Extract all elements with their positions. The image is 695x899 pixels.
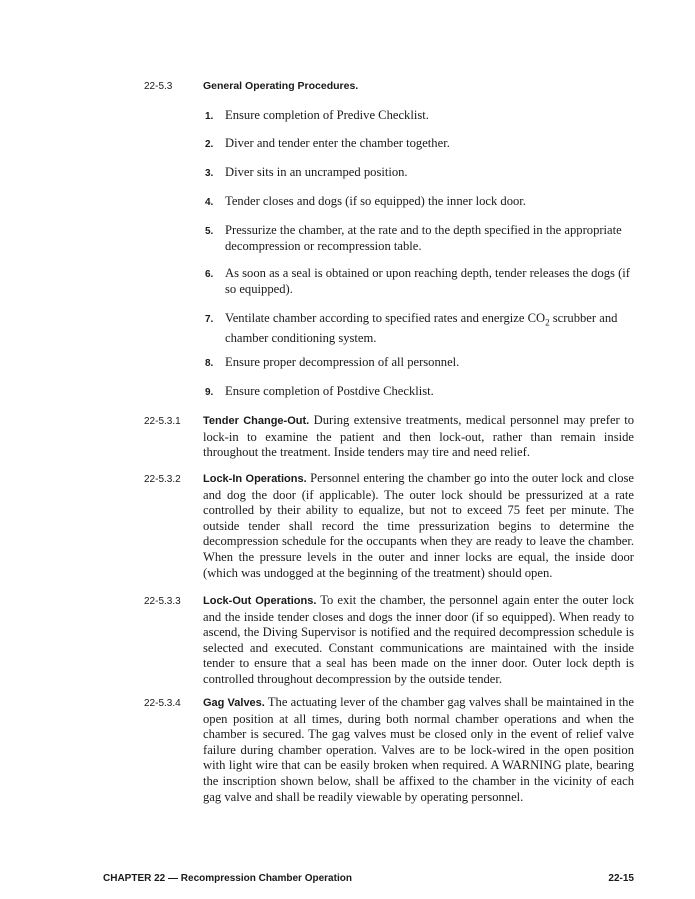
step-number: 4.: [205, 197, 214, 208]
list-item: [203, 355, 634, 371]
step-number: 8.: [205, 358, 214, 369]
subsection-title: Lock-Out Operations.: [203, 595, 317, 607]
step-text: Diver sits in an uncramped position.: [225, 165, 408, 179]
subsection-number: 22-5.3.2: [144, 474, 181, 485]
step-text: Diver and tender enter the chamber together.: [225, 136, 450, 150]
step-text: Ensure proper decompression of all personnel.: [225, 355, 460, 369]
footer-chapter: CHAPTER 22 — Recompression Chamber Operation: [103, 873, 352, 884]
subsection-title: Gag Valves.: [203, 697, 265, 709]
section-number: 22-5.3: [144, 81, 173, 92]
subscript: 2: [545, 317, 550, 328]
page-number: 22-15: [608, 873, 634, 884]
list-item: [203, 108, 634, 124]
list-item: [203, 311, 634, 347]
step-number: 3.: [205, 168, 214, 179]
subsection-number: 22-5.3.3: [144, 596, 181, 607]
list-item: [203, 223, 634, 254]
subsection-title: Lock-In Operations.: [203, 473, 307, 485]
subsection-text: To exit the chamber, the personnel again enter the outer lock and the inside tender closes and dogs the inner door (if so equipped). When ready to ascend, the Diving Supervisor is notified and the required decompression schedule is selected and executed. Constant communications are maintained with the inside tender to ensure that a seal has been made on the inner door. Outer lock depth is controlled throughout decompression by the outside tender.: [203, 593, 634, 686]
subsection-number: 22-5.3.1: [144, 416, 181, 427]
section-title: General Operating Procedures.: [203, 80, 359, 92]
list-item: [203, 165, 634, 181]
step-text-part: Ventilate chamber according to specified rates and energize CO: [225, 311, 546, 325]
step-number: 7.: [205, 314, 214, 325]
step-text: [225, 311, 634, 347]
list-item: [203, 194, 634, 210]
step-number: 1.: [205, 111, 214, 122]
subsection-text: The actuating lever of the chamber gag valves shall be maintained in the open position at all times, during both normal chamber operations and when the chamber is secured. The gag valves must be closed only in the event of relief valve failure during chamber operation. Valves are to be lock-wired in the open position with light wire that can be easily broken when required. A WARNING plate, bearing the inscription shown below, shall be affixed to the chamber in the vicinity of each gag valve and shall be readily viewable by operating personnel.: [203, 695, 635, 804]
subsection-title: Tender Change-Out.: [203, 415, 310, 427]
step-number: 2.: [205, 139, 214, 150]
subsection-text: During extensive treatments, medical personnel may prefer to lock-in to examine the patient and then lock-out, rather than remain inside throughout the treatment. Inside tenders may tire and need relief.: [203, 413, 634, 460]
step-text: Ensure completion of Postdive Checklist.: [225, 384, 434, 398]
subsection-text: Personnel entering the chamber go into the outer lock and close and dog the door (if applicable). The outer lock should be pressurized at a rate controlled by their ability to equalize, but not to exceed 75 feet per minute. The outside tender shall record the time pressurization begins to determine the decompression schedule for the occupants when they are ready to leave the chamber. When the pressure levels in the outer and inner locks are equal, the inside door (which was undogged at the beginning of the treatment) should open.: [203, 471, 634, 580]
list-item: [203, 266, 634, 297]
step-text: As soon as a seal is obtained or upon reaching depth, tender releases the dogs (if so equipped).: [225, 266, 630, 296]
subsection-paragraph: [203, 413, 634, 461]
step-text: Tender closes and dogs (if so equipped) the inner lock door.: [225, 194, 526, 208]
step-number: 6.: [205, 269, 214, 280]
subsection-paragraph: [203, 471, 634, 581]
list-item: [203, 384, 634, 400]
list-item: [203, 136, 634, 152]
step-text: Pressurize the chamber, at the rate and to the depth specified in the appropriate decompression or recompression table.: [225, 223, 622, 253]
step-number: 5.: [205, 226, 214, 237]
subsection-paragraph: [203, 593, 634, 688]
step-text-part: scrubber and chamber conditioning system.: [225, 311, 618, 346]
subsection-paragraph: [203, 695, 634, 805]
step-text: Ensure completion of Predive Checklist.: [225, 108, 429, 122]
step-number: 9.: [205, 387, 214, 398]
subsection-number: 22-5.3.4: [144, 698, 181, 709]
